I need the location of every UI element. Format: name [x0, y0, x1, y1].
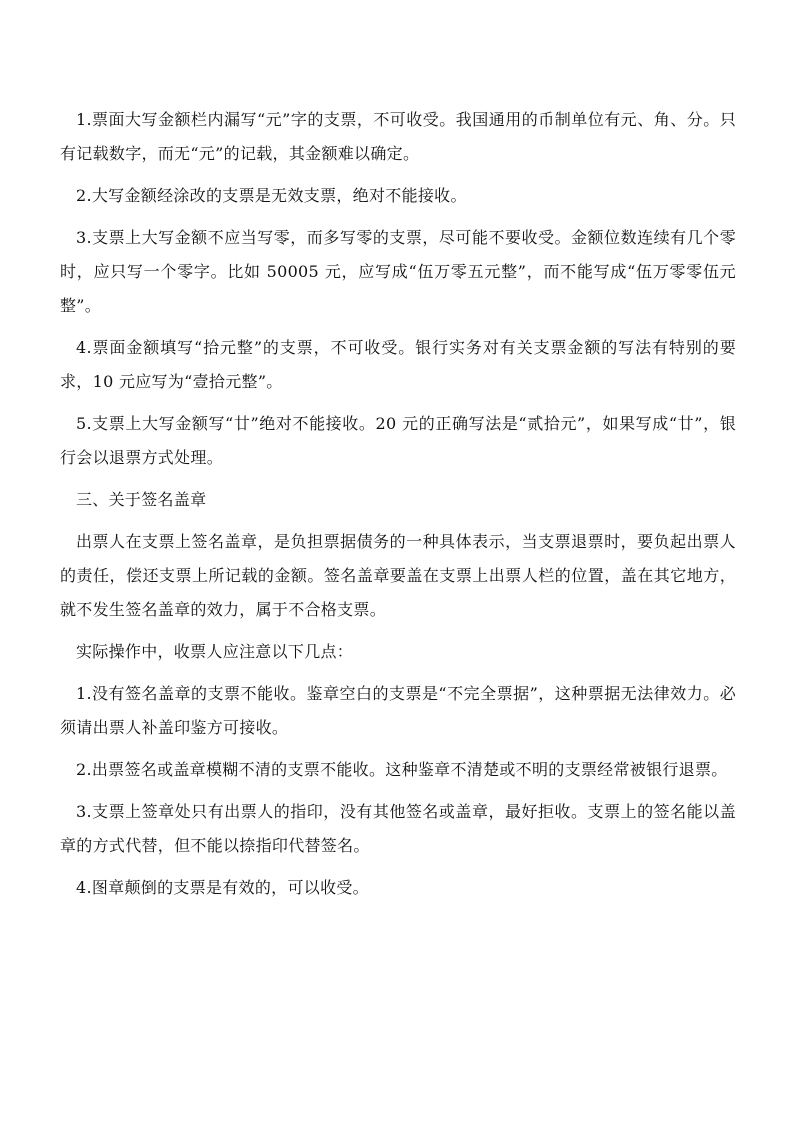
document-body — [60, 103, 736, 913]
paragraph-9: 1.没有签名盖章的支票不能收。鉴章空白的支票是“不完全票据”，这种票据无法律效力。必须请出票人补盖印鉴方可接收。 — [60, 684, 736, 737]
paragraph-2: 2.大写金额经涂改的支票是无效支票，绝对不能接收。 — [76, 186, 467, 205]
paragraph-12: 4.图章颠倒的支票是有效的，可以收受。 — [76, 878, 369, 897]
paragraph-11: 3.支票上签章处只有出票人的指印，没有其他签名或盖章，最好拒收。支票上的签名能以盖章的方式代替，但不能以捺指印代替签名。 — [60, 802, 736, 855]
paragraph-8: 实际操作中，收票人应注意以下几点： — [76, 642, 354, 661]
paragraph-1: 1.票面大写金额栏内漏写“元”字的支票，不可收受。我国通用的币制单位有元、角、分。只有记载数字，而无“元”的记载，其金额难以确定。 — [60, 110, 736, 163]
paragraph-5: 5.支票上大写金额写“廿”绝对不能接收。20 元的正确写法是“贰拾元”，如果写成“廿”，银行会以退票方式处理。 — [60, 414, 736, 467]
paragraph-3: 3.支票上大写金额不应当写零，而多写零的支票，尽可能不要收受。金额位数连续有几个零时，应只写一个零字。比如 50005 元，应写成“伍万零五元整”，而不能写成“伍万零零伍元整”。 — [60, 228, 736, 315]
paragraph-10: 2.出票签名或盖章模糊不清的支票不能收。这种鉴章不清楚或不明的支票经常被银行退票。 — [76, 760, 728, 779]
section-heading: 三、关于签名盖章 — [76, 490, 207, 509]
paragraph-4: 4.票面金额填写“拾元整”的支票，不可收受。银行实务对有关支票金额的写法有特别的要求，10 元应写为“壹拾元整”。 — [60, 338, 736, 391]
paragraph-7: 出票人在支票上签名盖章，是负担票据债务的一种具体表示，当支票退票时，要负起出票人的责任，偿还支票上所记载的金额。签名盖章要盖在支票上出票人栏的位置，盖在其它地方，就不发生签名盖章的效力，属于不合格支票。 — [60, 532, 736, 619]
